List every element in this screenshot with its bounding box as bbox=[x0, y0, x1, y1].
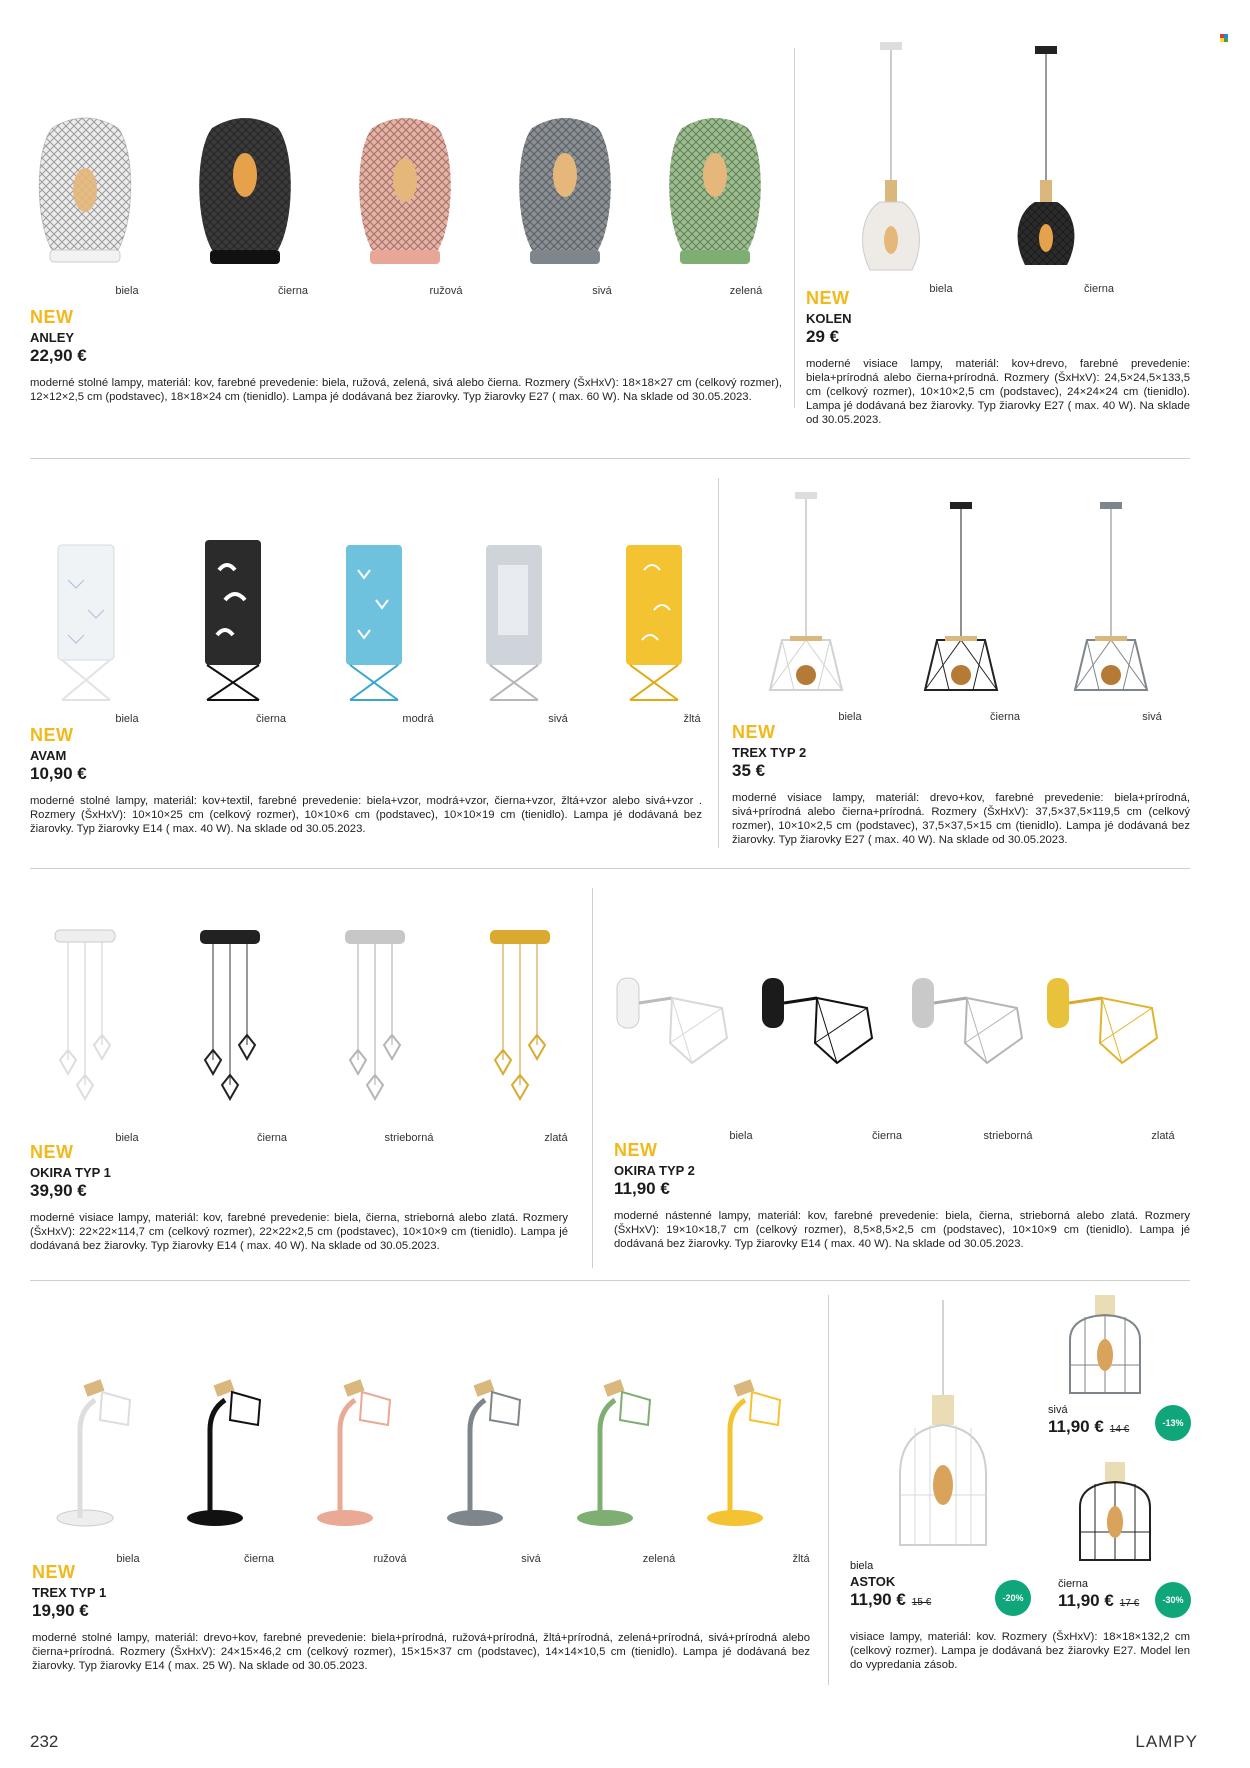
okira1-lamp-images bbox=[40, 925, 580, 1125]
trex1-green-lamp bbox=[577, 1379, 650, 1526]
new-badge: NEW bbox=[30, 1142, 74, 1162]
astok-black-old-price: 17 € bbox=[1119, 1598, 1140, 1609]
page-number: 232 bbox=[30, 1732, 59, 1751]
astok-gray-price: 11,90 € bbox=[1048, 1417, 1104, 1436]
divider-h2 bbox=[30, 868, 1190, 869]
okira1-info bbox=[30, 1142, 568, 1253]
trex1-variant-label: ružová bbox=[373, 1553, 407, 1565]
okira1-silver-lamp bbox=[345, 930, 405, 1099]
product-name: ANLEY bbox=[30, 330, 75, 345]
divider-h3 bbox=[30, 1280, 1190, 1281]
kolen-black-lamp bbox=[1018, 46, 1075, 265]
new-badge: NEW bbox=[614, 1140, 658, 1160]
trex1-variant-label: biela bbox=[116, 1553, 140, 1565]
avam-lamp-images bbox=[40, 540, 700, 705]
okira1-variant-label: zlatá bbox=[544, 1132, 568, 1144]
okira2-white-lamp bbox=[617, 978, 727, 1063]
divider-v1 bbox=[794, 48, 795, 408]
okira2-variant-label: biela bbox=[729, 1130, 753, 1142]
astok-black-lamp bbox=[1070, 1462, 1160, 1562]
astok-white-label: biela bbox=[850, 1560, 874, 1572]
avam-white-lamp bbox=[58, 545, 114, 700]
avam-yellow-lamp bbox=[626, 545, 682, 700]
astok-gray-label: sivá bbox=[1048, 1404, 1068, 1416]
anley-variant-label: čierna bbox=[278, 285, 308, 297]
okira2-variant-label: zlatá bbox=[1151, 1130, 1175, 1142]
astok-description bbox=[850, 1630, 1190, 1672]
kolen-white-lamp bbox=[863, 42, 920, 270]
product-description: visiace lampy, materiál: kov. Rozmery (ŠxHxV): 18×18×132,2 cm (celkový rozmer). Lampa je dodávaná bez žiarovky E27. Model len do vypredania zásob. bbox=[850, 1631, 1190, 1671]
trex1-variant-label: zelená bbox=[642, 1553, 676, 1565]
trex2-variant-label: čierna bbox=[990, 711, 1020, 723]
okira2-info bbox=[614, 1140, 1190, 1251]
product-price: 39,90 € bbox=[30, 1181, 87, 1200]
product-price: 11,90 € bbox=[614, 1179, 670, 1198]
discount-badge: -13% bbox=[1155, 1405, 1191, 1441]
okira1-gold-lamp bbox=[490, 930, 550, 1099]
product-price: 22,90 € bbox=[30, 346, 87, 365]
trex1-yellow-lamp bbox=[707, 1379, 780, 1526]
anley-lamp-images bbox=[30, 110, 790, 280]
okira2-lamp-images bbox=[612, 968, 1192, 1078]
avam-variant-label: čierna bbox=[256, 713, 286, 725]
okira1-variant-label: strieborná bbox=[384, 1132, 434, 1144]
product-description: moderné visiace lampy, materiál: kov, farebné prevedenie: biela, čierna, strieborná alebo zlatá. Rozmery (ŠxHxV): 22×22×114,7 cm (celkový rozmer), 22×22×2,5 cm (podstavec), 10×10×9 cm (tienidlo). Lampa jé dodávaná bez žiarovky. Typ žiarovky E14 ( max. 40 W). Na sklade od 30.05.2023. bbox=[30, 1212, 568, 1252]
product-name: KOLEN bbox=[806, 311, 852, 326]
new-badge: NEW bbox=[732, 722, 776, 742]
trex2-black-lamp bbox=[925, 502, 997, 690]
anley-gray-lamp bbox=[519, 118, 611, 264]
product-price: 10,90 € bbox=[30, 764, 87, 783]
kolen-variant-label: čierna bbox=[1084, 283, 1114, 295]
avam-variant-label: sivá bbox=[548, 713, 568, 725]
avam-variant-label: žltá bbox=[683, 713, 701, 725]
okira2-gold-lamp bbox=[1047, 978, 1157, 1063]
product-price bbox=[850, 1590, 990, 1610]
okira2-silver-lamp bbox=[912, 978, 1022, 1063]
product-name: AVAM bbox=[30, 748, 67, 763]
okira2-variant-label: čierna bbox=[872, 1130, 902, 1142]
okira2-variant-label: strieborná bbox=[983, 1130, 1033, 1142]
trex1-info bbox=[32, 1562, 810, 1673]
okira1-white-lamp bbox=[55, 930, 115, 1099]
astok-white-price bbox=[850, 1560, 990, 1610]
new-badge: NEW bbox=[806, 288, 850, 308]
trex2-variant-label: sivá bbox=[1142, 711, 1162, 723]
trex1-gray-lamp bbox=[447, 1379, 520, 1526]
product-name: OKIRA TYP 1 bbox=[30, 1165, 111, 1180]
okira1-black-lamp bbox=[200, 930, 260, 1099]
divider-v3 bbox=[592, 888, 593, 1268]
okira1-variant-label: čierna bbox=[257, 1132, 287, 1144]
anley-pink-lamp bbox=[359, 118, 451, 264]
product-name: ASTOK bbox=[850, 1574, 896, 1589]
discount-badge: -30% bbox=[1155, 1582, 1191, 1618]
product-name: OKIRA TYP 2 bbox=[614, 1163, 695, 1178]
discount-badge: -20% bbox=[995, 1580, 1031, 1616]
divider-v2 bbox=[718, 478, 719, 848]
astok-white-lamp bbox=[880, 1300, 1010, 1560]
kolen-lamp-images bbox=[840, 40, 1140, 280]
trex2-variant-label: biela bbox=[838, 711, 862, 723]
anley-white-lamp bbox=[39, 118, 131, 262]
product-description: moderné stolné lampy, materiál: kov, farebné prevedenie: biela, ružová, zelená, sivá alebo čierna. Rozmery (ŠxHxV): 18×18×27 cm (celkový rozmer), 12×12×2,5 cm (podstavec), 18×18×24 cm (tienidlo). Lampa jé dodávaná bez žiarovky. Typ žiarovky E27 ( max. 60 W). Na sklade od 30.05.2023. bbox=[30, 377, 782, 403]
trex1-white-lamp bbox=[57, 1379, 130, 1526]
trex2-lamp-images bbox=[740, 490, 1190, 695]
section-title: LAMPY bbox=[1135, 1732, 1198, 1751]
anley-black-lamp bbox=[199, 118, 291, 264]
new-badge: NEW bbox=[30, 307, 74, 327]
okira2-black-lamp bbox=[762, 978, 872, 1063]
new-badge: NEW bbox=[32, 1562, 76, 1582]
avam-black-lamp bbox=[205, 540, 261, 700]
product-name: TREX TYP 2 bbox=[732, 745, 807, 760]
trex1-variant-label: sivá bbox=[521, 1553, 541, 1565]
astok-gray-old-price: 14 € bbox=[1109, 1424, 1130, 1435]
avam-variant-label: biela bbox=[115, 713, 139, 725]
divider-v4 bbox=[828, 1295, 829, 1685]
brand-logo bbox=[1220, 34, 1228, 42]
astok-white-old-price: 15 € bbox=[911, 1597, 932, 1608]
trex1-pink-lamp bbox=[317, 1379, 390, 1526]
astok-white-price: 11,90 € bbox=[850, 1590, 906, 1609]
kolen-info bbox=[806, 288, 1190, 427]
new-badge: NEW bbox=[30, 725, 74, 745]
product-description: moderné nástenné lampy, materiál: kov, farebné prevedenie: biela, čierna, strieborná alebo zlatá. Rozmery (ŠxHxV): 19×10×18,7 cm (celkový rozmer), 8,5×8,5×2,5 cm (podstavec), 10×10×9 cm (tienidlo). Lampa jé dodávaná bez žiarovky. Typ žiarovky E14 ( max. 40 W). Na sklade od 30.05.2023. bbox=[614, 1210, 1190, 1250]
trex1-black-lamp bbox=[187, 1379, 260, 1526]
trex1-variant-label: čierna bbox=[244, 1553, 274, 1565]
avam-blue-lamp bbox=[346, 545, 402, 700]
avam-variant-label: modrá bbox=[402, 713, 434, 725]
product-name: TREX TYP 1 bbox=[32, 1585, 107, 1600]
anley-green-lamp bbox=[669, 118, 761, 264]
avam-gray-lamp bbox=[486, 545, 542, 700]
trex2-gray-lamp bbox=[1075, 502, 1147, 690]
okira1-variant-label: biela bbox=[115, 1132, 139, 1144]
anley-variant-label: biela bbox=[115, 285, 139, 297]
avam-info bbox=[30, 725, 702, 836]
divider-h1 bbox=[30, 458, 1190, 459]
product-description: moderné visiace lampy, materiál: drevo+kov, farebné prevedenie: biela+prírodná, sivá+prírodná alebo čierna+prírodná. Rozmery (ŠxHxV): 37,5×37,5×119,5 cm (celkový rozmer), 10×10×2,5 cm (podstavec), 37,5×37,5×15 cm (tienidlo). Lampa jé dodávaná bez žiarovky. Typ žiarovky E27 ( max. 40 W). Na sklade od 30.05.2023. bbox=[732, 792, 1190, 846]
product-description: moderné stolné lampy, materiál: drevo+kov, farebné prevedenie: biela+prírodná, ružová+prírodná, žltá+prírodná, zelená+prírodná, sivá+prírodná alebo čierna+prírodná. Rozmery (ŠxHxV): 24×15×46,2 cm (celkový rozmer), 15×15×37 cm (podstavec), 14×14×10,5 cm (tienidlo). Lampa jé dodávaná bez žiarovky. Typ žiarovky E14 ( max. 25 W). Na sklade od 30.05.2023. bbox=[32, 1632, 810, 1672]
product-price: 19,90 € bbox=[32, 1601, 89, 1620]
product-description: moderné stolné lampy, materiál: kov+textil, farebné prevedenie: biela+vzor, modrá+vzor, čierna+vzor, žltá+vzor alebo sivá+vzor . Rozmery (ŠxHxV): 10×10×25 cm (celkový rozmer), 10×10×6 cm (podstavec), 10×10×19 cm (tienidlo). Lampa jé dodávaná bez žiarovky. Typ žiarovky E14 ( max. 40 W). Na sklade od 30.05.2023. bbox=[30, 795, 702, 835]
astok-black-price: 11,90 € bbox=[1058, 1591, 1114, 1610]
anley-variant-label: sivá bbox=[592, 285, 612, 297]
product-price: 35 € bbox=[732, 761, 766, 780]
anley-info bbox=[30, 307, 782, 404]
product-price: 29 € bbox=[806, 327, 840, 346]
astok-gray-lamp bbox=[1060, 1295, 1150, 1395]
anley-variant-label: zelená bbox=[729, 285, 763, 297]
anley-variant-label: ružová bbox=[429, 285, 463, 297]
trex1-variant-label: žltá bbox=[792, 1553, 810, 1565]
product-description: moderné visiace lampy, materiál: kov+drevo, farebné prevedenie: biela+prírodná alebo čierna+prírodná. Rozmery (ŠxHxV): 24,5×24,5×133,5 cm (celkový rozmer), 10×10×2,5 cm (podstavec), 24×24×24 cm (tienidlo). Lampa jé dodávaná bez žiarovky. Typ žiarovky E27 ( max. 40 W). Na sklade od 30.05.2023. bbox=[806, 358, 1190, 426]
trex1-lamp-images bbox=[40, 1370, 820, 1530]
trex2-white-lamp bbox=[770, 492, 842, 690]
astok-black-label: čierna bbox=[1058, 1578, 1088, 1590]
kolen-variant-label: biela bbox=[929, 283, 953, 295]
trex2-info bbox=[732, 722, 1190, 847]
